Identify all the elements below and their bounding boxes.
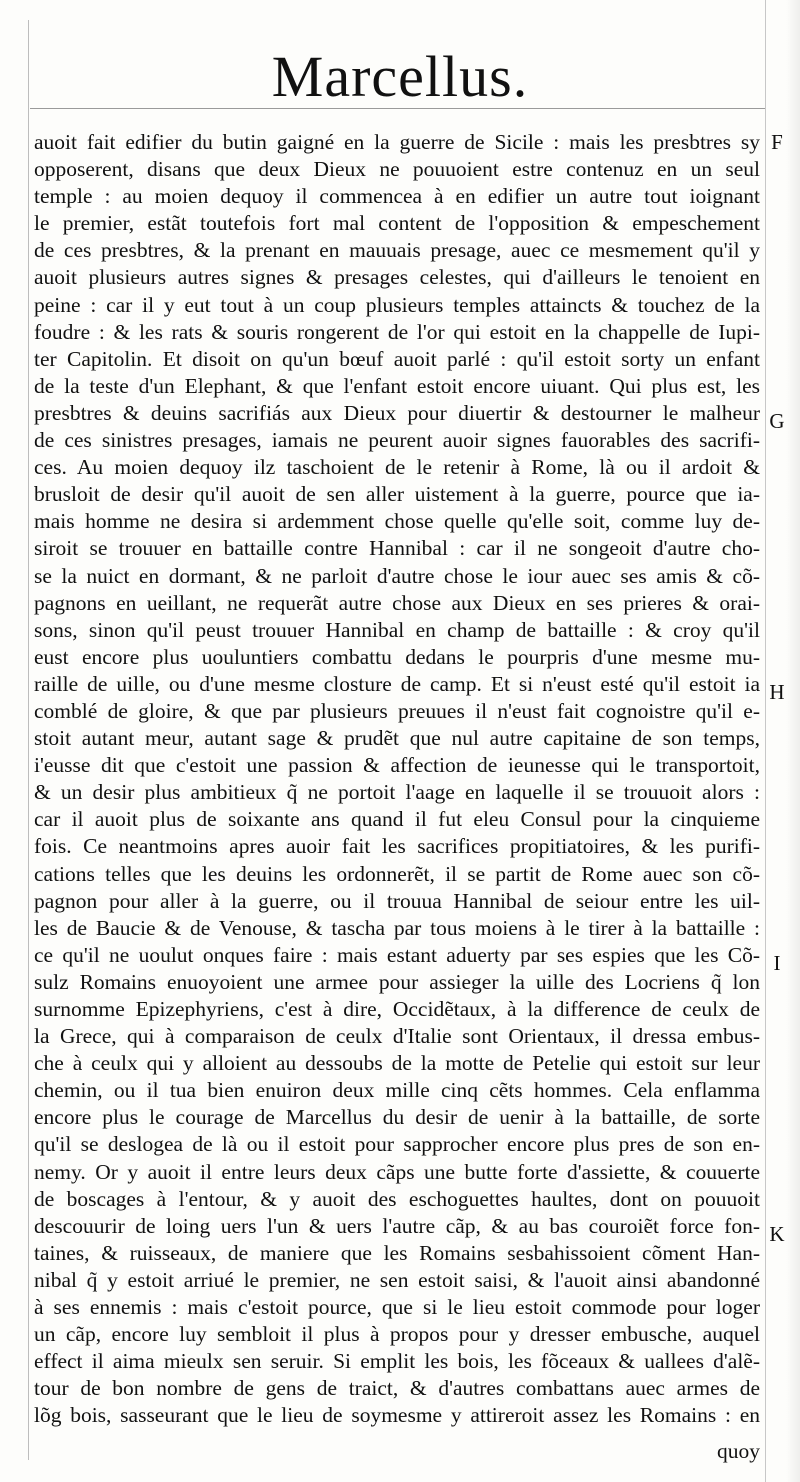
text-line: car il auoit plus de soixante ans quand il fut eleu Consul pour la cinquieme	[34, 807, 760, 832]
text-line: descouurir de loing uers l'un & uers l'autre cãp, & au bas couroiẽt force fon-	[34, 1213, 760, 1238]
text-line: i'eusse dit que c'estoit une passion & affection de ieunesse qui le transportoit,	[34, 753, 760, 778]
running-head: Marcellus.	[271, 44, 529, 109]
margin-rule	[765, 0, 766, 1482]
text-line: & un desir plus ambitieux q̃ ne portoit l'aage en laquelle il se trouuoit alors :	[34, 780, 760, 805]
text-line: de ces presbtres, & la prenant en mauuais presage, auec ce mesmement qu'il y	[34, 238, 760, 263]
text-line: à ses ennemis : mais c'estoit pource, que si le lieu estoit commode pour loger	[34, 1295, 760, 1320]
text-line: siroit se trouuer en battaille contre Hannibal : car il ne songeoit d'autre cho-	[34, 536, 760, 561]
text-line: raille de uille, ou d'une mesme closture de camp. Et si n'eust esté qu'il estoit ia	[34, 671, 760, 696]
text-line: de boscages à l'entour, & y auoit des eschoguettes haultes, dont on pouuoit	[34, 1186, 760, 1211]
text-line: temple : au moien dequoy il commencea à en edifier un autre tout ioignant	[34, 184, 760, 209]
text-line: foudre : & les rats & souris rongerent de l'or qui estoit en la chappelle de Iupi-	[34, 319, 760, 344]
text-line: effect il aima mieulx sen seruir. Si emplit les bois, les fõceaux & uallees d'alẽ-	[34, 1349, 760, 1374]
text-line: nemy. Or y auoit il entre leurs deux cãps une butte forte d'assiette, & couuerte	[34, 1159, 760, 1184]
text-line: presbtres & deuins sacrifiás aux Dieux pour diuertir & destourner le malheur	[34, 400, 760, 425]
text-line: cations telles que les deuins les ordonnerẽt, il se partit de Rome auec son cõ-	[34, 861, 760, 886]
text-line: sulz Romains enuoyoient une armee pour assieger la uille des Locriens q̃ lon	[34, 969, 760, 994]
text-line: le premier, estãt toutefois fort mal content de l'opposition & empeschement	[34, 211, 760, 236]
text-line: brusloit de desir qu'il auoit de sen aller uistement à la guerre, pource que ia-	[34, 482, 760, 507]
text-line: taines, & ruisseaux, de maniere que les Romains sesbahissoient cõment Han-	[34, 1240, 760, 1265]
text-line: auoit fait edifier du butin gaigné en la guerre de Sicile : mais les presbtres sy	[34, 130, 760, 154]
margin-letter-f: F	[771, 130, 783, 154]
text-line: se la nuict en dormant, & ne parloit d'autre chose le iour auec ses amis & cõ-	[34, 563, 760, 588]
text-line: qu'il se deslogea de là ou il estoit pour sapprocher encore plus pres de son en-	[34, 1132, 760, 1157]
text-line: les de Baucie & de Venouse, & tascha par tous moiens à le tirer à la battaille :	[34, 915, 760, 940]
text-line: ce qu'il ne uoulut onques faire : mais estant aduerty par ses espies que les Cõ-	[34, 942, 760, 967]
text-line: de ces sinistres presages, iamais ne peurent auoir signes fauorables des sacrifi-	[34, 428, 760, 453]
text-line: de la teste d'un Elephant, & que l'enfant estoit encore uiuant. Qui plus est, les	[34, 373, 760, 398]
text-line: tour de bon nombre de gens de traict, & d'autres combattans auec armes de	[34, 1376, 760, 1401]
text-line: mais homme ne desira si ardemment chose quelle qu'elle soit, comme luy de-	[34, 509, 760, 534]
text-line: nibal q̃ y estoit arriué le premier, ne sen estoit saisi, & l'auoit ainsi abandonné	[34, 1267, 760, 1292]
text-line: che à ceulx qui y alloient au dessoubs de la motte de Petelie qui estoit sur leur	[34, 1051, 760, 1076]
text-line: ces. Au moien dequoy ilz taschoient de le retenir à Rome, là ou il ardoit &	[34, 455, 760, 480]
text-line: chemin, ou il tua bien enuiron deux mille cinq cẽts hommes. Cela enflamma	[34, 1078, 760, 1103]
margin-letter-k: K	[769, 1222, 785, 1246]
gutter-line	[28, 20, 29, 1460]
text-line: un cãp, encore luy sembloit il plus à propos pour y dresser embusche, auquel	[34, 1322, 760, 1347]
catchword: quoy	[717, 1439, 760, 1463]
text-line: opposerent, disans que deux Dieux ne pouuoient estre contenuz en un seul	[34, 157, 760, 182]
text-line: encore plus le courage de Marcellus du desir de uenir à la battaille, de sorte	[34, 1105, 760, 1130]
text-line: ter Capitolin. Et disoit on qu'un bœuf auoit parlé : qu'il estoit sorty un enfant	[34, 346, 760, 371]
text-line: sons, sinon qu'il peust trouuer Hannibal en champ de battaille : & croy qu'il	[34, 617, 760, 642]
text-line: auoit plusieurs autres signes & presages celestes, qui d'ailleurs le tenoient en	[34, 265, 760, 290]
text-line: comblé de gloire, & que par plusieurs preuues il n'eust fait cognoistre qu'il e-	[34, 698, 760, 723]
body-text	[34, 129, 760, 1430]
text-line: stoit autant meur, autant sage & prudẽt que nul autre capitaine de son temps,	[34, 726, 760, 751]
text-line: la Grece, qui à comparaison de ceulx d'Italie sont Orientaux, il dressa embus-	[34, 1024, 760, 1049]
text-line: eust encore plus uouluntiers combattu dedans le pourpris d'une mesme mu-	[34, 644, 760, 669]
text-line: fois. Ce neantmoins apres auoir fait les sacrifices propitiatoires, & les purifi-	[34, 834, 760, 859]
text-line: pagnons en ueillant, ne requerãt autre chose aux Dieux en ses prieres & orai-	[34, 590, 760, 615]
margin-letter-i: I	[773, 951, 781, 975]
margin-letter-g: G	[769, 409, 785, 433]
margin-letter-h: H	[769, 680, 785, 704]
text-line: lõg bois, sasseurant que le lieu de soymesme y attireroit assez les Romains : en	[34, 1403, 760, 1428]
text-line: surnomme Epizephyriens, c'est à dire, Occidẽtaux, à la difference de ceulx de	[34, 997, 760, 1021]
text-line: pagnon pour aller à la guerre, ou il trouua Hannibal de seiour entre les uil-	[34, 888, 760, 913]
text-line: peine : car il y eut tout à un coup plusieurs temples attaincts & touchez de la	[34, 292, 760, 317]
page-edge-shadow	[786, 0, 800, 1482]
